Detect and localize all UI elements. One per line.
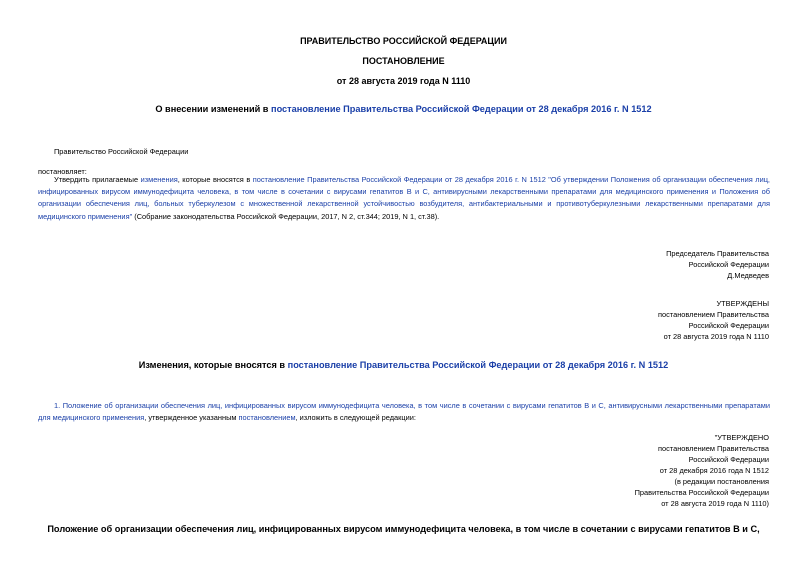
changes-title <box>0 360 807 370</box>
document-type: ПОСТАНОВЛЕНИЕ <box>362 56 445 66</box>
changes-title-link[interactable]: постановление Правительства Российской Федерации от 28 декабря 2016 г. N 1512 <box>287 360 669 370</box>
signature-name: Д.Медведев <box>727 271 769 280</box>
approval2-line-1: "УТВЕРЖДЕНО <box>714 433 769 442</box>
government-title: ПРАВИТЕЛЬСТВО РОССИЙСКОЙ ФЕДЕРАЦИИ <box>300 36 507 46</box>
signature-block <box>666 248 769 281</box>
item-1-tail: , изложить в следующей редакции: <box>295 413 416 423</box>
approval-stamp-2 <box>635 432 769 509</box>
document-date: от 28 августа 2019 года N 1110 <box>336 76 471 86</box>
changes-link[interactable]: изменения <box>140 175 178 184</box>
approval2-line-7: от 28 августа 2019 года N 1110) <box>661 499 769 508</box>
decrees-word: постановляет: <box>38 167 87 176</box>
approval2-line-6: Правительства Российской Федерации <box>634 488 769 497</box>
approval-line-2: постановлением Правительства <box>658 310 769 319</box>
approval-line-3: Российской Федерации <box>688 321 769 330</box>
changes-title-prefix: Изменения, которые вносятся в <box>138 360 288 370</box>
approval-heading: УТВЕРЖДЕНЫ <box>716 299 769 308</box>
amended-decree-link[interactable]: постановление Правительства Российской Федерации от 28 декабря 2016 г. N 1512 <box>271 104 652 114</box>
regulation-link[interactable]: 1. Положение об организации обеспечения лиц, инфицированных вирусом иммунодефицита человека, в том числе в сочетании с вирусами гепатитов B и C, антивирусными лекарственными препаратами для медицинского применения <box>38 401 770 423</box>
signature-country: Российской Федерации <box>688 260 769 269</box>
approval2-line-3: Российской Федерации <box>688 455 769 464</box>
approval-line-4: от 28 августа 2019 года N 1110 <box>663 332 769 341</box>
document-title <box>0 104 807 114</box>
paragraph-text-end: (Собрание законодательства Российской Федерации, 2017, N 2, ст.344; 2019, N 1, ст.38). <box>132 211 440 221</box>
paragraph-text-mid: , которые вносятся в <box>177 175 253 184</box>
signature-position: Председатель Правительства <box>666 249 769 258</box>
item-1-text: , утвержденное указанным <box>144 413 239 423</box>
approval-stamp <box>658 298 769 342</box>
operative-paragraph <box>38 174 770 223</box>
document-title-prefix: О внесении изменений в <box>155 104 272 114</box>
regulation-title: Положение об организации обеспечения лиц, инфицированных вирусом иммунодефицита человека, в том числе в сочетании с вирусами гепатитов B и C, <box>47 524 760 534</box>
approval2-line-2: постановлением Правительства <box>658 444 769 453</box>
approval2-line-4: от 28 декабря 2016 года N 1512 <box>659 466 769 475</box>
approval2-line-5: (в редакции постановления <box>674 477 769 486</box>
issuer: Правительство Российской Федерации <box>54 147 189 156</box>
decree-link[interactable]: постановлением <box>238 413 296 423</box>
item-1-paragraph <box>38 400 770 424</box>
decree-1512-link[interactable]: постановление Правительства Российской Федерации от 28 декабря 2016 г. N 1512 "Об утверждении Положения об организации обеспечения лиц, инфицированных вирусом иммунодефицита человека, в том числе в сочетании с вирусами гепатитов B и C, антивирусными лекарственными препаратами для медицинского применения и Положения об организации обеспечения лиц, больных туберкулезом с множественной лекарственной устойчивостью возбудителя, антибактериальными и противотуберкулезными лекарственными препаратами для медицинского применения" <box>38 175 770 221</box>
paragraph-text-start: Утвердить прилагаемые <box>54 175 141 184</box>
